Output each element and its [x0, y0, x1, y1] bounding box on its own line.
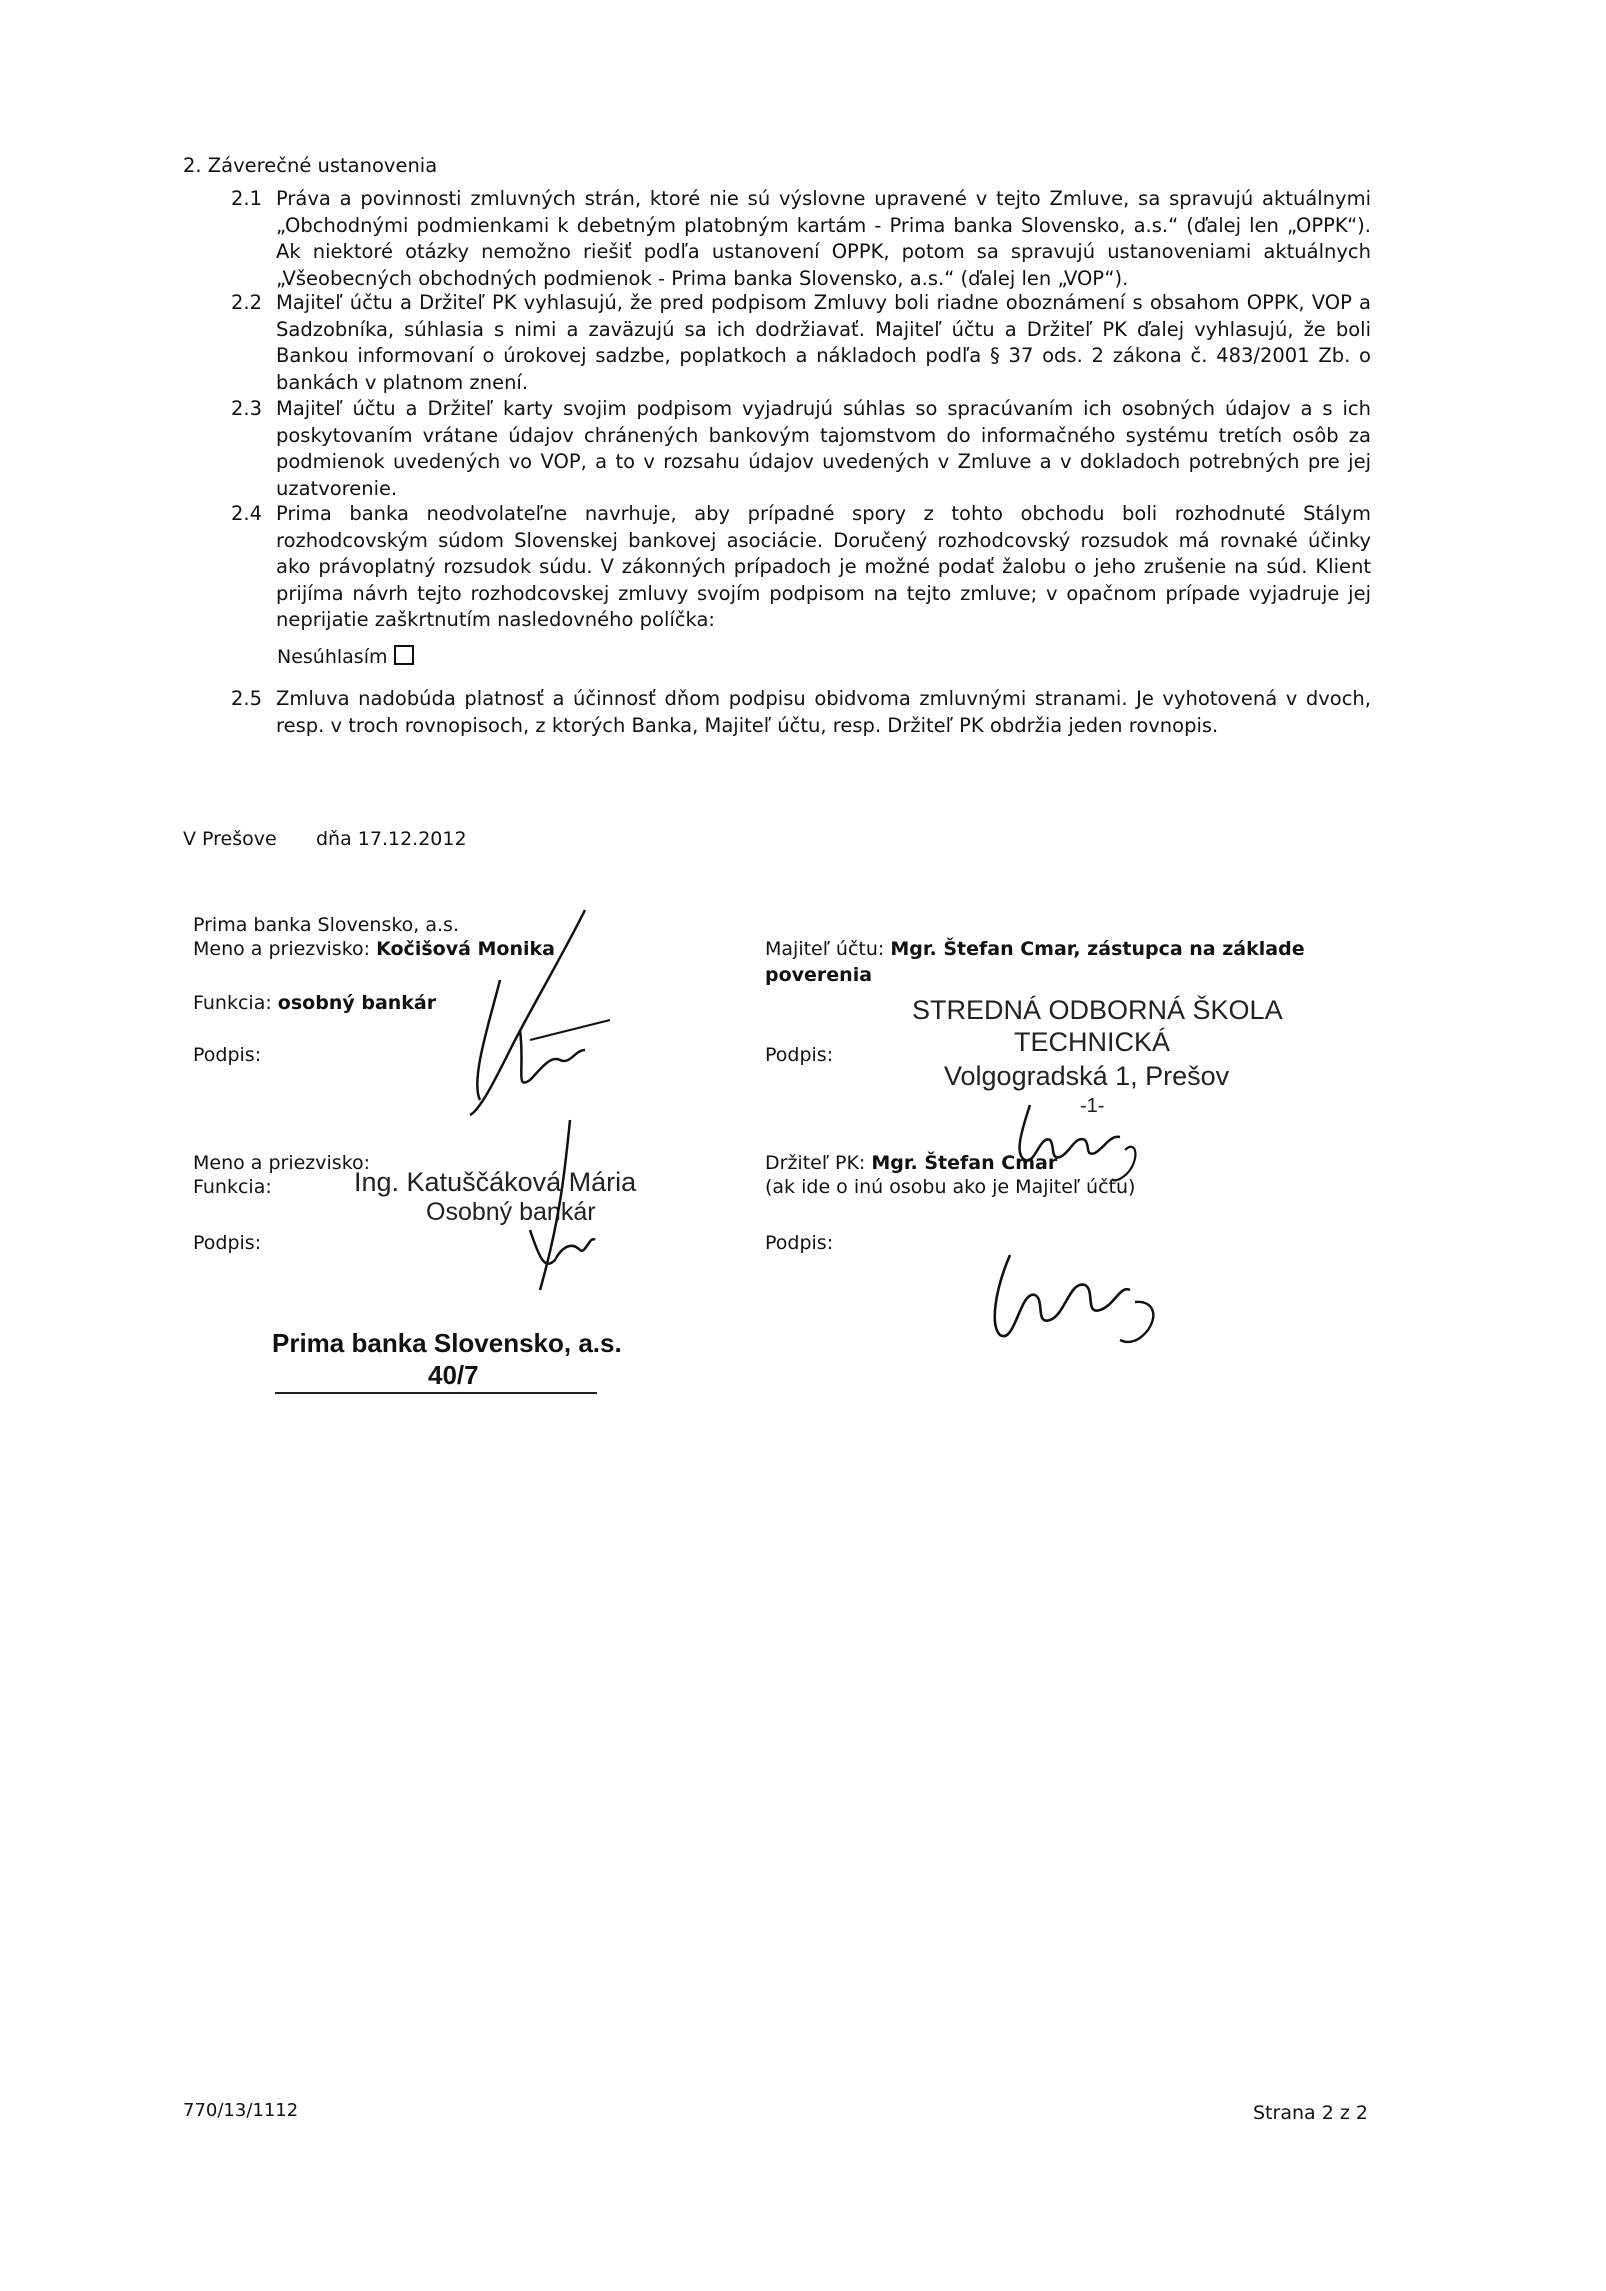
bank-employee-stamp-role: Osobný bankár: [426, 1198, 596, 1226]
clause-number: 2.4: [231, 502, 263, 525]
school-stamp-line2: TECHNICKÁ: [1014, 1027, 1171, 1057]
clause-text: Zmluva nadobúda platnosť a účinnosť dňom podpisu obidvoma zmluvnými stranami. Je vyhotovená v dvoch, resp. v troch rovnopisoch, z ktorých Banka, Majiteľ účtu, resp. Držiteľ PK obdržia jeden rovnopis.: [276, 687, 1371, 737]
bank-employee-stamp-name: Ing. Katuščáková Mária: [354, 1167, 637, 1197]
owner-label: Majiteľ účtu:: [765, 938, 885, 960]
school-stamp-line4: -1-: [1080, 1095, 1105, 1117]
holder-value: Mgr. Štefan Cmar: [871, 1152, 1058, 1174]
owner-row: [765, 936, 1305, 962]
clause-text: Majiteľ účtu a Držiteľ PK vyhlasujú, že pred podpisom Zmluvy boli riadne oboznámení s obsahom OPPK, VOP a Sadzobníka, súhlasia s nimi a zaväzujú sa ich dodržiavať. Majiteľ účtu a Držiteľ PK ďalej vyhlasujú, že boli Bankou informovaní o úrokovej sadzbe, poplatkoch a nákladoch podľa § 37 ods. 2 zákona č. 483/2001 Zb. o bankách v platnom znení.: [276, 291, 1371, 394]
owner-value-cont: poverenia: [765, 964, 873, 986]
clause-number: 2.5: [231, 687, 263, 710]
document-reference: 770/13/1112: [183, 2100, 299, 2121]
bank-funkcia-row: [193, 990, 436, 1016]
school-stamp-line3: Volgogradská 1, Prešov: [944, 1061, 1230, 1091]
bank-stamp-name: Prima banka Slovensko, a.s.: [272, 1328, 622, 1358]
disagree-checkbox[interactable]: [394, 645, 414, 665]
bank-funkcia2-label: Funkcia:: [193, 1176, 272, 1198]
bank-podpis2-label: Podpis:: [193, 1232, 262, 1254]
clause-number: 2.2: [231, 291, 263, 314]
bank-funkcia-value: osobný bankár: [277, 992, 437, 1014]
owner-value-line2: [765, 962, 872, 988]
holder-signature: [980, 1240, 1180, 1350]
bank-meno2-label: Meno a priezvisko:: [193, 1152, 371, 1174]
bank-name: Prima banka Slovensko, a.s.: [193, 914, 459, 936]
holder-note: (ak ide o inú osobu ako je Majiteľ účtu): [765, 1176, 1136, 1198]
clause-number: 2.3: [231, 397, 263, 420]
bank-stamp-underline: [275, 1392, 597, 1394]
disagree-checkbox-row[interactable]: [277, 644, 414, 670]
bank-signature-1: [410, 900, 610, 1130]
place: V Prešove: [183, 828, 277, 850]
bank-funkcia-label: Funkcia:: [193, 992, 272, 1014]
date: dňa 17.12.2012: [316, 828, 467, 850]
owner-value: Mgr. Štefan Cmar, zástupca na základe: [890, 938, 1305, 960]
section-heading: 2. Záverečné ustanovenia: [183, 154, 438, 177]
school-stamp-line1: STREDNÁ ODBORNÁ ŠKOLA: [912, 995, 1283, 1025]
bank-meno-label: Meno a priezvisko:: [193, 938, 371, 960]
clause-text: Práva a povinnosti zmluvných strán, ktoré nie sú výslovne upravené v tejto Zmluve, sa spravujú aktuálnymi „Obchodnými podmienkami k debetným platobným kartám - Prima banka Slovensko, a.s.“ (ďalej len „OPPK“). Ak niektoré otázky nemožno riešiť podľa ustanovení OPPK, potom sa spravujú ustanoveniami aktuálnych „Všeobecných obchodných podmienok - Prima banka Slovensko, a.s.“ (ďalej len „VOP“).: [276, 187, 1371, 290]
holder-podpis-label: Podpis:: [765, 1232, 834, 1254]
owner-podpis-label: Podpis:: [765, 1044, 834, 1066]
holder-label: Držiteľ PK:: [765, 1152, 866, 1174]
disagree-label: Nesúhlasím: [277, 646, 388, 668]
clause-number: 2.1: [231, 187, 263, 210]
bank-stamp-code: 40/7: [428, 1360, 479, 1390]
owner-signature-1: [1000, 1095, 1160, 1185]
bank-meno-value: Kočišová Monika: [376, 938, 555, 960]
page-number: Strana 2 z 2: [1253, 2102, 1368, 2124]
bank-podpis-label: Podpis:: [193, 1044, 262, 1066]
clause-text: Prima banka neodvolateľne navrhuje, aby prípadné spory z tohto obchodu boli rozhodnuté Stálym rozhodcovským súdom Slovenskej bankovej asociácie. Doručený rozhodcovský rozsudok má rovnaké účinky ako právoplatný rozsudok súdu. V zákonných prípadoch je možné podať žalobu o jeho zrušenie na súd. Klient prijíma návrh tejto rozhodcovskej zmluvy svojím podpisom na tejto zmluve; v opačnom prípade vyjadruje jej neprijatie zaškrtnutím nasledovného políčka:: [276, 502, 1371, 631]
bank-signature-2: [500, 1120, 620, 1300]
clause-text: Majiteľ účtu a Držiteľ karty svojim podpisom vyjadrujú súhlas so spracúvaním ich osobných údajov a s ich poskytovaním vrátane údajov chránených bankovým tajomstvom do informačného systému tretích osôb za podmienok uvedených vo VOP, a to v rozsahu údajov uvedených v Zmluve a v dokladoch potrebných pre jej uzatvorenie.: [276, 397, 1371, 500]
